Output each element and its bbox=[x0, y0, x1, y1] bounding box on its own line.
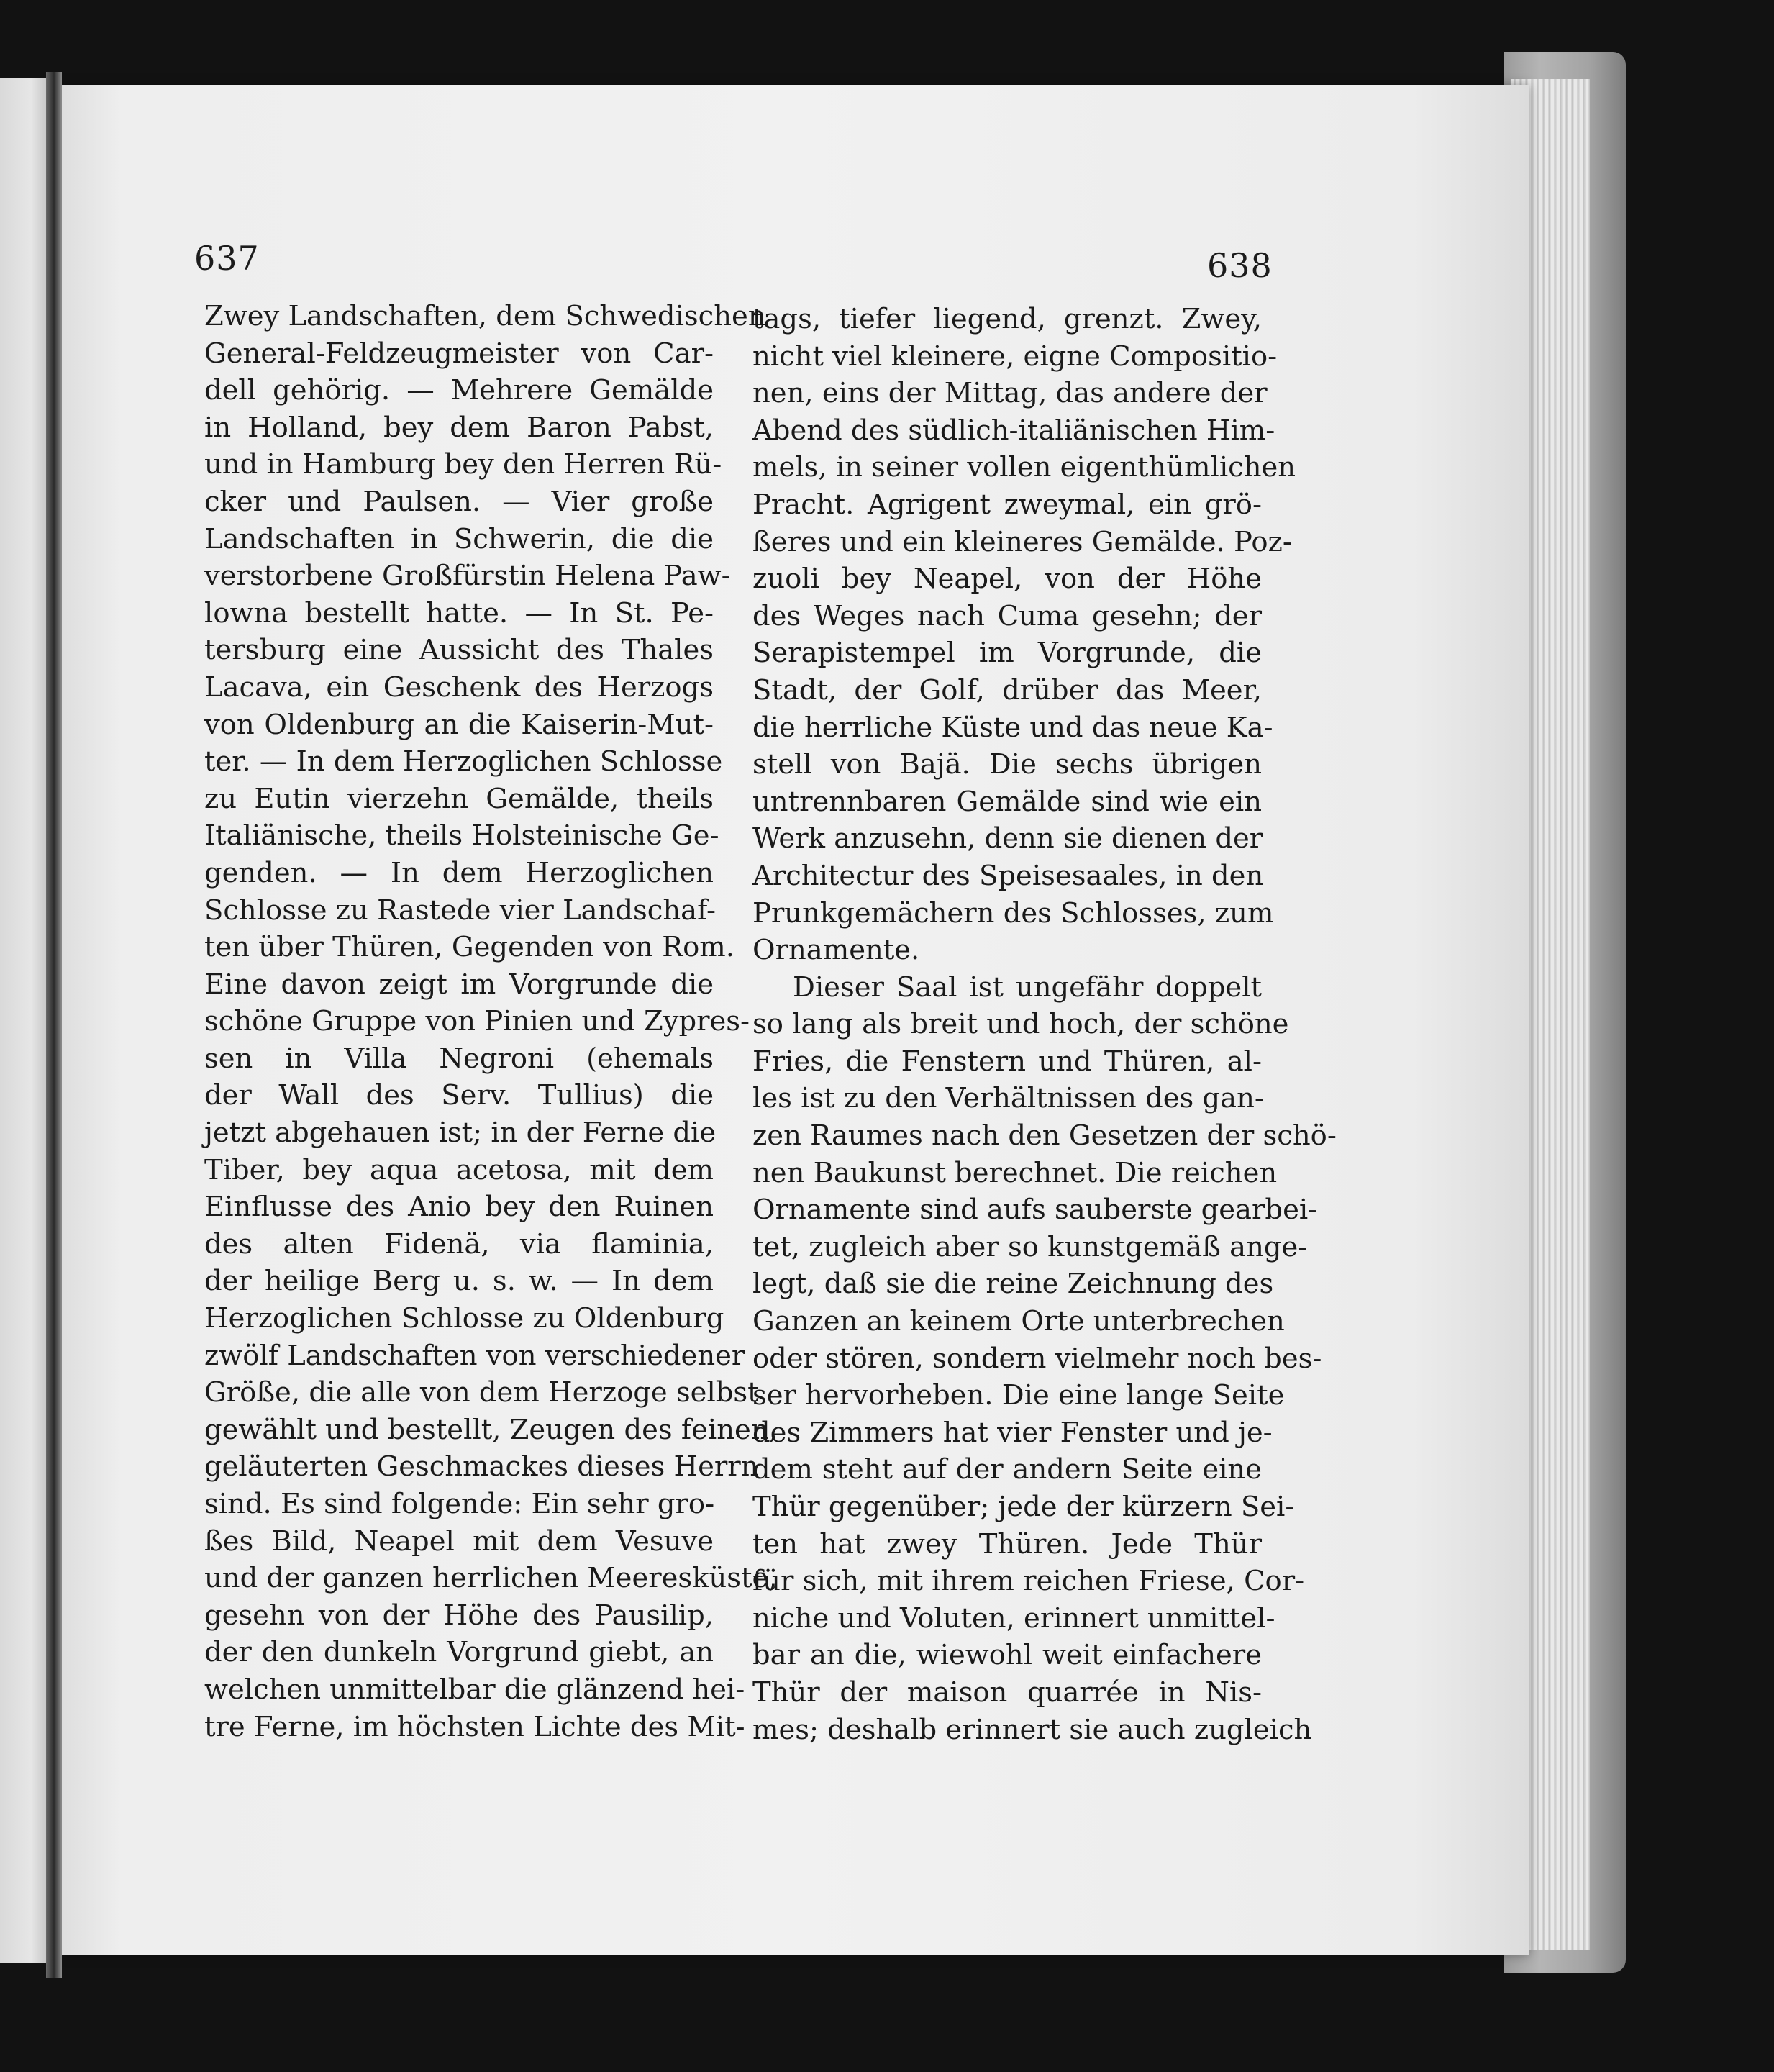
text-line: zuoli bey Neapel, von der Höhe bbox=[752, 563, 1262, 596]
text-line: dell gehörig. — Mehrere Gemälde bbox=[204, 374, 714, 407]
text-line: Stadt, der Golf, drüber das Meer, bbox=[752, 673, 1262, 706]
text-line: tre Ferne, im höchsten Lichte des Mit- bbox=[204, 1710, 745, 1743]
text-line: sind. Es sind folgende: Ein sehr gro- bbox=[204, 1488, 715, 1520]
text-line: lowna bestellt hatte. — In St. Pe- bbox=[204, 596, 714, 630]
text-line: niche und Voluten, erinnert unmittel- bbox=[752, 1601, 1275, 1635]
text-line: ser hervorheben. Die eine lange Seite bbox=[752, 1379, 1285, 1412]
text-line: Ganzen an keinem Orte unterbrechen bbox=[752, 1305, 1285, 1338]
text-line: Dieser Saal ist ungefähr doppelt bbox=[793, 971, 1262, 1004]
text-line: ßes Bild, Neapel mit dem Vesuve bbox=[204, 1525, 714, 1558]
book-gutter bbox=[46, 72, 62, 1978]
text-line: Eine davon zeigt im Vorgrunde die bbox=[204, 968, 714, 1001]
text-line: mes; deshalb erinnert sie auch zugleich bbox=[752, 1713, 1312, 1746]
text-line: bar an die, wiewohl weit einfachere bbox=[752, 1639, 1262, 1672]
text-line: Ornamente. bbox=[752, 934, 920, 967]
text-line: und der ganzen herrlichen Meeresküste, bbox=[204, 1562, 778, 1595]
text-line: Tiber, bey aqua acetosa, mit dem bbox=[204, 1153, 714, 1186]
text-line: zen Raumes nach den Gesetzen der schö- bbox=[752, 1119, 1337, 1153]
text-line: der Wall des Serv. Tullius) die bbox=[204, 1079, 714, 1112]
text-line: Serapistempel im Vorgrunde, die bbox=[752, 637, 1262, 670]
text-line: nicht viel kleinere, eigne Compositio- bbox=[752, 340, 1278, 373]
text-line: untrennbaren Gemälde sind wie ein bbox=[752, 785, 1262, 818]
text-line: nen, eins der Mittag, das andere der bbox=[752, 377, 1268, 410]
text-line: in Holland, bey dem Baron Pabst, bbox=[204, 411, 714, 444]
text-line: geläuterten Geschmackes dieses Herrn bbox=[204, 1450, 759, 1483]
text-line: stell von Bajä. Die sechs übrigen bbox=[752, 748, 1262, 781]
text-line: des Zimmers hat vier Fenster und je- bbox=[752, 1416, 1273, 1449]
text-line: ßeres und ein kleineres Gemälde. Poz- bbox=[752, 525, 1292, 558]
text-line: jetzt abgehauen ist; in der Ferne die bbox=[204, 1117, 717, 1150]
text-column-right bbox=[752, 301, 1337, 1748]
page-number-left: 637 bbox=[194, 239, 260, 278]
text-line: von Oldenburg an die Kaiserin-Mut- bbox=[204, 708, 714, 741]
text-line: Thür der maison quarrée in Nis- bbox=[752, 1676, 1262, 1709]
text-line: der den dunkeln Vorgrund giebt, an bbox=[204, 1636, 714, 1669]
text-line: gesehn von der Höhe des Pausilip, bbox=[204, 1599, 714, 1632]
text-line: tersburg eine Aussicht des Thales bbox=[204, 634, 714, 667]
facing-page-edge bbox=[0, 78, 52, 1963]
text-line: Italiänische, theils Holsteinische Ge- bbox=[204, 819, 719, 853]
text-line: oder stören, sondern vielmehr noch bes- bbox=[752, 1342, 1322, 1375]
text-line: Landschaften in Schwerin, die die bbox=[204, 522, 714, 555]
text-line: nen Baukunst berechnet. Die reichen bbox=[752, 1156, 1278, 1189]
text-line: Abend des südlich-italiänischen Him- bbox=[752, 414, 1275, 447]
text-line: Werk anzusehn, denn sie dienen der bbox=[752, 822, 1263, 855]
text-line: Thür gegenüber; jede der kürzern Sei- bbox=[752, 1491, 1295, 1523]
text-line: Ornamente sind aufs sauberste gearbei- bbox=[752, 1194, 1318, 1227]
text-line: welchen unmittelbar die glänzend hei- bbox=[204, 1673, 745, 1706]
text-line: des alten Fidenä, via flaminia, bbox=[204, 1227, 714, 1260]
text-line: die herrliche Küste und das neue Ka- bbox=[752, 711, 1273, 744]
text-line: zwölf Landschaften von verschiedener bbox=[204, 1339, 745, 1372]
text-line: und in Hamburg bey den Herren Rü- bbox=[204, 448, 722, 481]
text-line: Prunkgemächern des Schlosses, zum bbox=[752, 896, 1274, 930]
text-line: mels, in seiner vollen eigenthümlichen bbox=[752, 451, 1296, 484]
text-line: General-Feldzeugmeister von Car- bbox=[204, 337, 714, 370]
text-line: so lang als breit und hoch, der schöne bbox=[752, 1008, 1289, 1041]
text-line: les ist zu den Verhältnissen des gan- bbox=[752, 1082, 1264, 1115]
text-line: dem steht auf der andern Seite eine bbox=[752, 1453, 1262, 1486]
text-line: für sich, mit ihrem reichen Friese, Cor- bbox=[752, 1565, 1305, 1598]
text-line: legt, daß sie die reine Zeichnung des bbox=[752, 1268, 1274, 1301]
text-line: sen in Villa Negroni (ehemals bbox=[204, 1042, 714, 1075]
text-line: der heilige Berg u. s. w. — In dem bbox=[204, 1265, 714, 1298]
text-line: Größe, die alle von dem Herzoge selbst bbox=[204, 1376, 759, 1409]
text-line: Zwey Landschaften, dem Schwedischen bbox=[204, 300, 766, 332]
text-line: Herzoglichen Schlosse zu Oldenburg bbox=[204, 1302, 724, 1335]
text-line: Architectur des Speisesaales, in den bbox=[752, 859, 1264, 892]
text-line: Schlosse zu Rastede vier Landschaf- bbox=[204, 894, 716, 927]
text-line: des Weges nach Cuma gesehn; der bbox=[752, 599, 1262, 632]
text-line: gewählt und bestellt, Zeugen des feinen, bbox=[204, 1413, 778, 1446]
text-line: genden. — In dem Herzoglichen bbox=[204, 856, 714, 889]
text-line: schöne Gruppe von Pinien und Zypres- bbox=[204, 1005, 750, 1038]
text-line: ten hat zwey Thüren. Jede Thür bbox=[752, 1527, 1262, 1560]
text-column-left bbox=[204, 298, 778, 1745]
page-number-right: 638 bbox=[1207, 246, 1273, 285]
text-line: verstorbene Großfürstin Helena Paw- bbox=[204, 560, 731, 593]
text-line: Lacava, ein Geschenk des Herzogs bbox=[204, 671, 714, 704]
text-line: ter. — In dem Herzoglichen Schlosse bbox=[204, 745, 723, 778]
text-line: Fries, die Fenstern und Thüren, al- bbox=[752, 1045, 1262, 1078]
text-line: Einflusse des Anio bey den Ruinen bbox=[204, 1191, 714, 1224]
text-line: ten über Thüren, Gegenden von Rom. bbox=[204, 931, 734, 964]
text-line: tet, zugleich aber so kunstgemäß ange- bbox=[752, 1230, 1308, 1263]
text-line: Pracht. Agrigent zweymal, ein grö- bbox=[752, 488, 1262, 521]
text-line: tags, tiefer liegend, grenzt. Zwey, bbox=[752, 303, 1262, 335]
text-line: cker und Paulsen. — Vier große bbox=[204, 485, 714, 518]
text-line: zu Eutin vierzehn Gemälde, theils bbox=[204, 782, 714, 815]
